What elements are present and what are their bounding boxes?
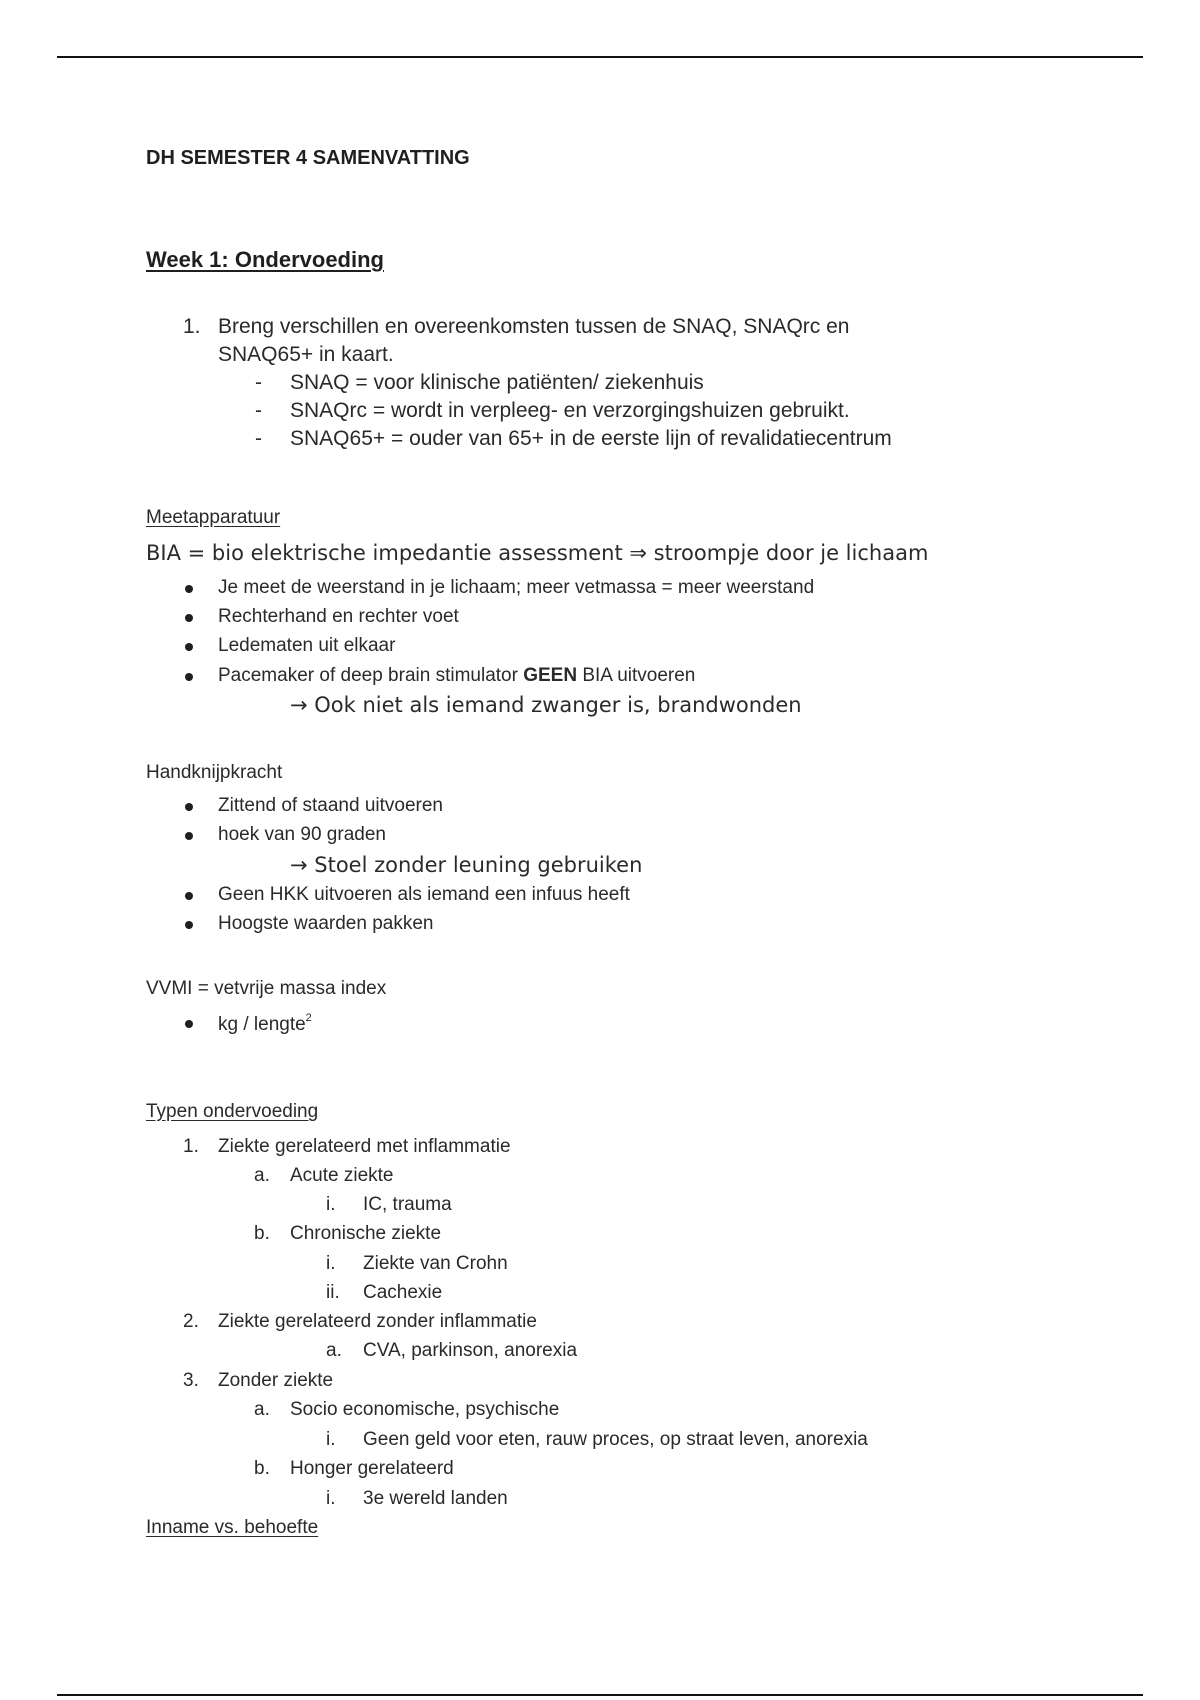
list-item: Ziekte gerelateerd met inflammatie: [218, 1136, 511, 1157]
q1-number: 1.: [183, 315, 201, 338]
list-roman: i.: [326, 1488, 336, 1509]
bia-bullet-1: Je meet de weerstand in je lichaam; meer vetmassa = meer weerstand: [218, 577, 815, 598]
list-letter: b.: [254, 1458, 270, 1479]
dash-bullet: -: [255, 371, 262, 394]
bullet-dot: [185, 892, 193, 900]
list-roman: i.: [326, 1194, 336, 1215]
bullet-dot: [185, 803, 193, 811]
dash-bullet: -: [255, 399, 262, 422]
list-number: 3.: [183, 1370, 199, 1391]
snaq-item: SNAQ = voor klinische patiënten/ ziekenhuis: [290, 371, 704, 394]
pacemaker-text-pre: Pacemaker of deep brain stimulator: [218, 665, 524, 686]
list-item: 3e wereld landen: [363, 1488, 508, 1509]
list-item: Geen geld voor eten, rauw proces, op straat leven, anorexia: [363, 1429, 868, 1450]
bullet-dot: [185, 585, 193, 593]
list-item: Honger gerelateerd: [290, 1458, 454, 1479]
dash-bullet: -: [255, 427, 262, 450]
list-roman: i.: [326, 1253, 336, 1274]
list-letter: a.: [254, 1399, 270, 1420]
list-item: CVA, parkinson, anorexia: [363, 1340, 578, 1361]
list-item: Acute ziekte: [290, 1165, 394, 1186]
bia-definition: BIA = bio elektrische impedantie assessment ⇒ stroompje door je lichaam: [146, 541, 929, 565]
list-item: Zonder ziekte: [218, 1370, 334, 1391]
pacemaker-text-bold: GEEN: [523, 665, 578, 686]
bia-arrow-note: → Ook niet als iemand zwanger is, brandwonden: [290, 693, 802, 717]
list-letter: a.: [326, 1340, 342, 1361]
inname-heading: Inname vs. behoefte: [146, 1517, 319, 1538]
vvmi-superscript: 2: [305, 1012, 312, 1024]
list-item: Ziekte gerelateerd zonder inflammatie: [218, 1311, 537, 1332]
bia-bullet-2: Rechterhand en rechter voet: [218, 606, 459, 627]
week-heading: Week 1: Ondervoeding: [146, 247, 384, 272]
typen-heading: Typen ondervoeding: [146, 1101, 319, 1122]
list-letter: a.: [254, 1165, 270, 1186]
bia-bullet-4: [218, 665, 695, 687]
snaqrc-item: SNAQrc = wordt in verpleeg- en verzorgingshuizen gebruikt.: [290, 399, 850, 422]
list-number: 2.: [183, 1311, 199, 1332]
list-item: Cachexie: [363, 1282, 443, 1303]
document-title: DH SEMESTER 4 SAMENVATTING: [146, 147, 470, 169]
hkk-bullet-1: Zittend of staand uitvoeren: [218, 795, 443, 816]
list-number: 1.: [183, 1136, 199, 1157]
bia-bullet-3: Ledematen uit elkaar: [218, 635, 396, 656]
list-letter: b.: [254, 1223, 270, 1244]
hkk-bullet-2: hoek van 90 graden: [218, 824, 386, 845]
handknijpkracht-heading: Handknijpkracht: [146, 762, 283, 783]
vvmi-formula-text: kg / lengte: [218, 1014, 306, 1035]
list-roman: ii.: [326, 1282, 340, 1303]
list-roman: i.: [326, 1429, 336, 1450]
hkk-arrow-note: → Stoel zonder leuning gebruiken: [290, 853, 643, 877]
q1-line1: Breng verschillen en overeenkomsten tussen de SNAQ, SNAQrc en: [218, 315, 850, 338]
bullet-dot: [185, 673, 193, 681]
hkk-bullet-3: Geen HKK uitvoeren als iemand een infuus heeft: [218, 884, 630, 905]
top-rule: [57, 56, 1143, 58]
meetapparatuur-heading: Meetapparatuur: [146, 507, 281, 528]
vvmi-heading: VVMI = vetvrije massa index: [146, 978, 387, 999]
list-item: Ziekte van Crohn: [363, 1253, 508, 1274]
list-item: Chronische ziekte: [290, 1223, 442, 1244]
snaq65-item: SNAQ65+ = ouder van 65+ in de eerste lijn of revalidatiecentrum: [290, 427, 892, 450]
hkk-bullet-4: Hoogste waarden pakken: [218, 913, 434, 934]
bullet-dot: [185, 832, 193, 840]
bullet-dot: [185, 643, 193, 651]
list-item: IC, trauma: [363, 1194, 452, 1215]
q1-line2: SNAQ65+ in kaart.: [218, 343, 394, 366]
bullet-dot: [185, 921, 193, 929]
bullet-dot: [185, 614, 193, 622]
bottom-rule: [57, 1694, 1143, 1696]
pacemaker-text-post: BIA uitvoeren: [577, 665, 696, 686]
list-item: Socio economische, psychische: [290, 1399, 560, 1420]
vvmi-formula: [218, 1012, 312, 1036]
bullet-dot: [185, 1020, 193, 1028]
